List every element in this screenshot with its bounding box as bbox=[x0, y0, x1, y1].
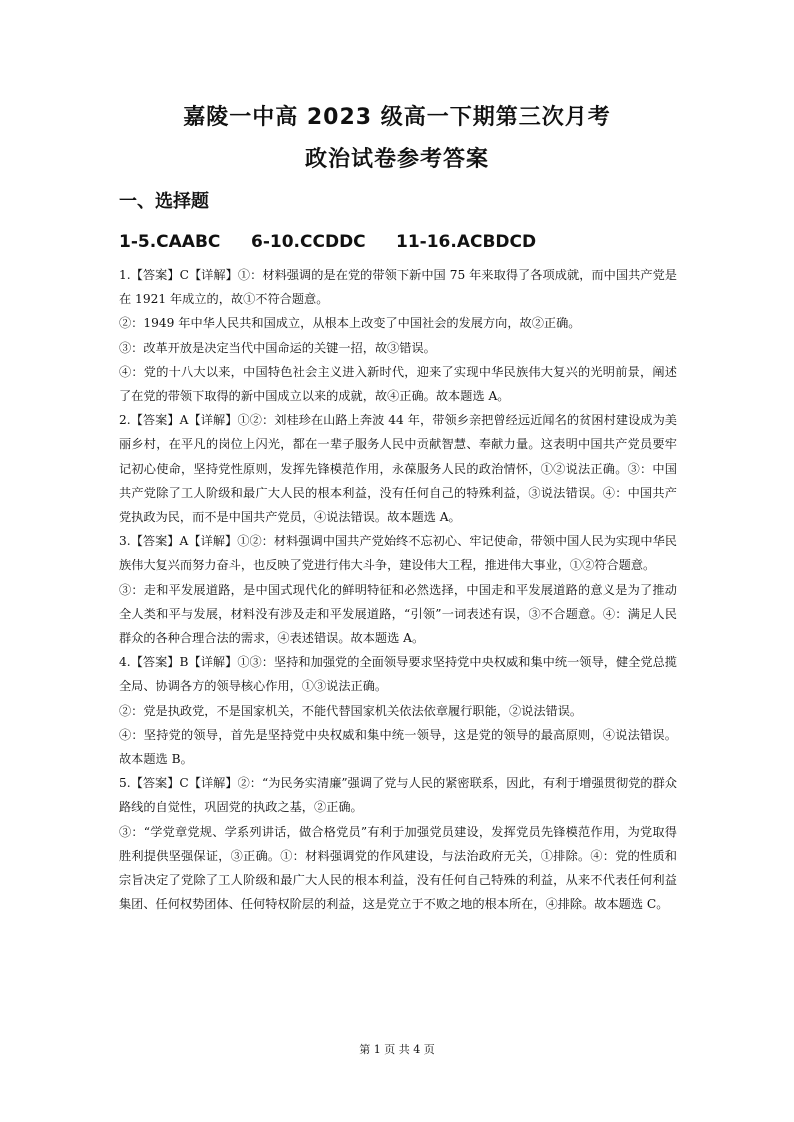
paragraph: ④：坚持党的领导，首先是坚持党中央权威和集中统一领导，这是党的领导的最高原则，④说法错误。故本题选 B。 bbox=[119, 727, 677, 767]
paragraph: ④：党的十八大以来，中国特色社会主义进入新时代，迎来了实现中华民族伟大复兴的光明前景，阐述了在党的带领下取得的新中国成立以来的成就，故④正确。故本题选 A。 bbox=[119, 364, 677, 404]
answer-group-3: 11-16.ACBDCD bbox=[396, 232, 537, 252]
paragraph: 4.【答案】B【详解】①③：坚持和加强党的全面领导要求坚持党中央权威和集中统一领导，健全党总揽全局、协调各方的领导核心作用，①③说法正确。 bbox=[119, 655, 677, 694]
section-heading: 一、选择题 bbox=[119, 191, 209, 212]
paragraph: ③：“学党章党规、学系列讲话，做合格党员”有利于加强党员建设，发挥党员先锋模范作用，为党取得胜利提供坚强保证，③正确。①：材料强调党的作风建设，与法治政府无关，①排除。④：党的性质和宗旨决定了党除了工人阶级和最广大人民的根本利益，没有任何自己特殊的利益，从来不代表任何利益集团、任何权势团体、任何特权阶层的利益，这是党立于不败之地的根本所在，④排除。故本题选 C。 bbox=[119, 824, 677, 912]
answer-group-2: 6-10.CCDDC bbox=[251, 232, 366, 252]
document-subtitle: 政治试卷参考答案 bbox=[304, 147, 489, 172]
paragraph: 1.【答案】C【详解】①：材料强调的是在党的带领下新中国 75 年来取得了各项成就，而中国共产党是在 1921 年成立的，故①不符合题意。 bbox=[119, 268, 677, 307]
paragraph: ③：走和平发展道路，是中国式现代化的鲜明特征和必然选择，中国走和平发展道路的意义是为了推动全人类和平与发展，材料没有涉及走和平发展道路，“引领”一词表述有误，③不合题意。④：满足人民群众的各种合理合法的需求，④表述错误。故本题选 A。 bbox=[119, 582, 677, 646]
page-footer: 第 1 页 共 4 页 bbox=[359, 1043, 435, 1056]
paragraph: 2.【答案】A【详解】①②：刘桂珍在山路上奔波 44 年，带领乡亲把曾经远近闻名的贫困村建设成为美丽乡村，在平凡的岗位上闪光，都在一辈子服务人民中贡献智慧、奉献力量。这表明中国共产党员要牢记初心使命，坚持党性原则，发挥先锋模范作用，永葆服务人民的政治情怀，①②说法正确。③：中国共产党除了工人阶级和最广大人民的根本利益，没有任何自己的特殊利益，③说法错误。④：中国共产党执政为民，而不是中国共产党员，④说法错误。故本题选 A。 bbox=[119, 413, 677, 525]
answer-key bbox=[119, 231, 679, 253]
explanations bbox=[119, 263, 677, 916]
document-title: 嘉陵一中高 2023 级高一下期第三次月考 bbox=[183, 105, 611, 130]
answer-group-1: 1-5.CAABC bbox=[119, 232, 221, 252]
paragraph: 3.【答案】A【详解】①②：材料强调中国共产党始终不忘初心、牢记使命，带领中国人民为实现中华民族伟大复兴而努力奋斗，也反映了党进行伟大斗争，建设伟大工程，推进伟大事业，①②符合题意。 bbox=[119, 534, 677, 573]
paragraph: 5.【答案】C【详解】②：“为民务实清廉”强调了党与人民的紧密联系，因此，有利于增强贯彻党的群众路线的自觉性，巩固党的执政之基，②正确。 bbox=[119, 776, 677, 815]
paragraph: ②：1949 年中华人民共和国成立，从根本上改变了中国社会的发展方向，故②正确。 bbox=[119, 316, 581, 331]
paragraph: ②：党是执政党，不是国家机关，不能代替国家机关依法依章履行职能，②说法错误。 bbox=[119, 703, 583, 718]
paragraph: ③：改革开放是决定当代中国命运的关键一招，故③错误。 bbox=[119, 340, 436, 355]
